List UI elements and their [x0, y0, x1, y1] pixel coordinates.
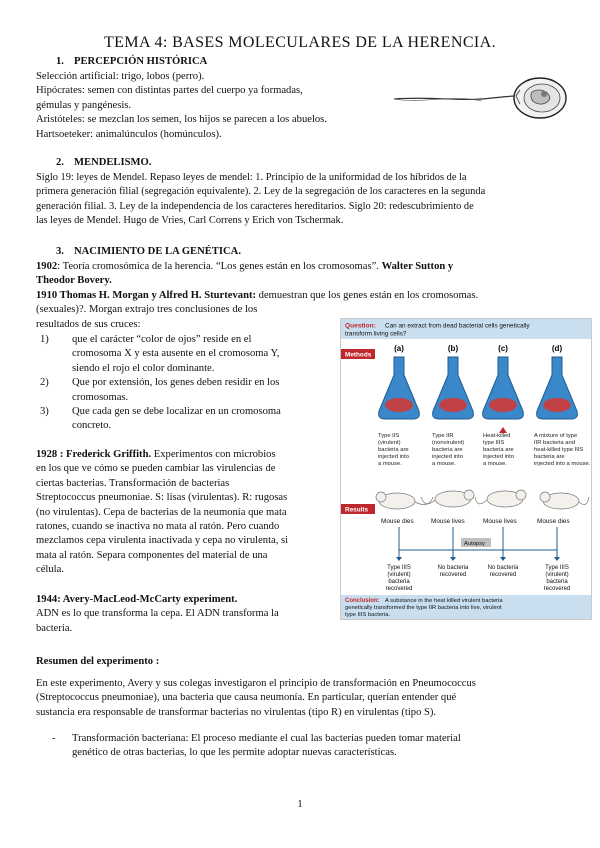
text-line: mata al ratón. Separa componentes del material de una [36, 549, 268, 561]
section-2-title: MENDELISMO. [74, 157, 152, 168]
griffith-label: 1928 : Frederick Griffith. [36, 449, 152, 460]
bullet-dash: - [52, 733, 56, 744]
text-line: primera generación filial (segregación equivalente). 2. Ley de la segregación de los caracteres en la segunda [36, 186, 486, 198]
method-text: Type IIS [378, 433, 400, 439]
section-2-number: 2. [56, 157, 64, 168]
text-line: (Streptococcus pneumoniae), una bacteria que causa neumonía. En particular, querían entender qué [36, 692, 457, 704]
text-line: sustancia era responsable de transformar bacterias no virulentas (tipo R) en virulentas (tipo S). [36, 706, 437, 718]
text-line: ADN es lo que transforma la cepa. El ADN transforma la [36, 608, 279, 620]
homunculus-illustration [392, 74, 572, 124]
outcomes [381, 518, 570, 525]
text-span: demuestran que los genes están en los cromosomas. [256, 289, 479, 301]
method-text: type IIIS [483, 440, 505, 446]
recovered-text: recovered [439, 572, 467, 578]
method-text: (virulent) [378, 440, 401, 446]
method-text: bacteria are [483, 447, 514, 453]
avery-label [36, 593, 336, 607]
question-label: Question: [345, 322, 376, 330]
authors: Theodor Bovery. [36, 275, 112, 287]
method-text: Type IIR [432, 433, 454, 439]
avery-paragraph [36, 593, 336, 636]
method-text: a mouse. [432, 461, 456, 467]
summary-heading: Resumen del experimento : [36, 656, 160, 667]
section-1-number: 1. [56, 56, 64, 67]
col-label: (a) [394, 344, 404, 353]
section-3-number: 3. [56, 246, 64, 257]
recovered-text: bacteria [388, 579, 410, 585]
section-3-heading [56, 245, 241, 259]
recovered-texts [386, 565, 571, 592]
year-1910: 1910 Thomas H. Morgan y Alfred H. Sturtevant: [36, 289, 257, 301]
mouse-d [540, 492, 589, 509]
list-number: 2) [40, 377, 49, 389]
section-1-heading [56, 55, 207, 69]
recovered-text: (virulent) [545, 572, 569, 578]
text-line: cromosomas. [72, 391, 129, 403]
text-span: 1944: Avery-MacLeod-McCarty experiment. [36, 594, 238, 605]
text-line: Hartsoeteker: animalúnculos (homúnculos). [36, 128, 222, 140]
text-line [36, 260, 596, 274]
recovered-text: Type IIIS [387, 565, 411, 571]
outcome-text: Mouse lives [431, 518, 465, 525]
method-text: injected into a mouse. [534, 461, 591, 467]
authors: Walter Sutton y [381, 261, 454, 272]
results-label: Results [345, 506, 369, 514]
text-line: (no virulentas). Cepa de bacterias de la neumonía que mata [36, 506, 287, 518]
method-text: injected into [483, 454, 514, 460]
recovered-text: Type IIIS [545, 565, 569, 571]
recovered-text: recovered [543, 586, 571, 592]
text-line [36, 448, 336, 462]
conclusion-text: genetically transformed the type IIR bacteria into live, virulent [345, 605, 502, 611]
method-text: A mixture of type [534, 433, 578, 439]
method-text: IIR bacteria and [534, 440, 575, 446]
flask-b [433, 357, 474, 419]
text-line: que el carácter “color de ojos” reside en el [72, 334, 252, 345]
outcome-text: Mouse dies [537, 518, 570, 525]
text-span: Experimentos con microbios [151, 449, 276, 460]
section-3-title: NACIMIENTO DE LA GENÉTICA. [74, 246, 241, 257]
text-line: ciertas bacterias. Transformación de bacterias [36, 477, 230, 489]
col-label: (d) [551, 344, 563, 353]
recovered-text: (virulent) [387, 572, 411, 578]
section-1-title: PERCEPCIÓN HISTÓRICA [74, 56, 208, 67]
question-text: transform living cells? [345, 330, 407, 338]
conclusion-text: type IIIS bacteria. [345, 612, 391, 618]
conclusion-text: A substance in the heat killed virulent bacteria [385, 598, 503, 604]
list-number: 1) [40, 334, 49, 345]
method-text: injected into [378, 454, 409, 460]
flask-d [537, 357, 578, 419]
method-text: bacteria are [432, 447, 463, 453]
list-number: 3) [40, 406, 49, 418]
text-line: Transformación bacteriana: El proceso mediante el cual las bacterias pueden tomar material [72, 733, 461, 744]
method-text: heat-killed type IIIS [534, 447, 584, 453]
flask-c [483, 357, 524, 433]
text-line: gémulas y pangénesis. [36, 99, 132, 111]
recovered-text: bacteria [546, 579, 568, 585]
list-item [36, 405, 336, 434]
text-line: generación filial. 3. Ley de la independencia de los caracteres hereditarios. Siglo 20: redescubrimiento de [36, 200, 474, 212]
col-label: (c) [498, 344, 508, 353]
text-line: las leyes de Mendel. Hugo de Vries, Carl Correns y Erich von Tschermak. [36, 215, 344, 227]
arrow-heads [396, 557, 560, 561]
method-text: a mouse. [483, 461, 507, 467]
text-line: Selección artificial: trigo, lobos (perro). [36, 71, 205, 82]
method-text: injected into [432, 454, 463, 460]
section-2-heading [56, 156, 151, 170]
summary-bullet [72, 732, 592, 761]
text-line: En este experimento, Avery y sus colegas investigaron el principio de transformación en Pneumococcus [36, 678, 476, 689]
text-line: Que por extensión, los genes deben residir en los [72, 377, 280, 389]
methods-label: Methods [345, 351, 372, 359]
recovered-text: No bacteria [437, 565, 469, 571]
text-line: célula. [36, 564, 64, 576]
text-line: Aristóteles: se mezclan los semen, los hijos se parecen a los abuelos. [36, 114, 327, 126]
text-line: resultados de sus cruces: [36, 318, 141, 330]
text-line: ratones, cuando se inactiva no mata al ratón. Pero cuando [36, 521, 280, 533]
text-line: cromosoma X y esta ausente en el cromosoma Y, [72, 348, 280, 360]
recovered-text: recovered [385, 586, 413, 592]
text-line: mezclamos cepa virulenta inactivada y cepa no virulenta, si [36, 535, 289, 547]
method-texts [378, 433, 591, 467]
mouse-b [421, 490, 474, 507]
text-line: genético de otras bacterias, lo que les permite adoptar nuevas características. [72, 747, 397, 759]
text-span: : Teoría cromosómica de la herencia. “Los genes están en los cromosomas”. [57, 261, 382, 272]
flask-a [379, 357, 420, 419]
text-line: Streptococcus pneumoniae. S: lisas (virulentas). R: rugosas [36, 492, 288, 504]
year-1902: 1902 [36, 261, 58, 272]
text-line: bacteria. [36, 622, 73, 634]
griffith-experiment-figure [340, 318, 592, 620]
mouse-a [376, 492, 433, 509]
griffith-paragraph [36, 448, 336, 578]
recovered-text: recovered [489, 572, 517, 578]
text-line: en los que ve cómo se pueden cambiar las virulencias de [36, 463, 276, 475]
outcome-text: Mouse dies [381, 518, 414, 525]
summary-paragraph [36, 677, 596, 720]
page-number: 1 [297, 798, 303, 810]
page-title: TEMA 4: BASES MOLECULARES DE LA HERENCIA. [104, 34, 496, 51]
conclusion-label: Conclusion: [345, 598, 380, 604]
method-text: bacteria are [378, 447, 409, 453]
method-text: Heat-killed [483, 433, 511, 439]
method-text: (nonvirulent) [432, 440, 465, 446]
mice [376, 490, 589, 509]
mouse-c [475, 490, 526, 507]
conclusions-list [36, 333, 336, 434]
text-line [36, 274, 596, 288]
question-text: Can an extract from dead bacterial cells genetically [385, 322, 530, 330]
recovered-text: No bacteria [487, 565, 519, 571]
autopsy-label: Autopsy [464, 541, 485, 547]
text-line: (sexuales)?. Morgan extrajo tres conclusiones de los [36, 304, 258, 316]
text-line: concreto. [72, 420, 112, 432]
list-item [36, 333, 336, 376]
text-line: Que cada gen se debe localizar en un cromosoma [72, 406, 281, 418]
section-2-body [36, 171, 596, 229]
col-label: (b) [447, 344, 459, 353]
outcome-text: Mouse lives [483, 518, 517, 525]
method-text: a mouse. [378, 461, 402, 467]
text-line: Hipócrates: semen con distintas partes del cuerpo ya formadas, [36, 85, 303, 97]
list-item [36, 376, 336, 405]
text-line: siendo el rojo el color dominante. [72, 362, 215, 374]
text-line [36, 289, 596, 303]
method-text: bacteria are [534, 454, 565, 460]
text-line: Siglo 19: leyes de Mendel. Repaso leyes de mendel: 1. Principio de la uniformidad de los híbridos de la [36, 172, 467, 183]
section-1-body [36, 70, 376, 142]
